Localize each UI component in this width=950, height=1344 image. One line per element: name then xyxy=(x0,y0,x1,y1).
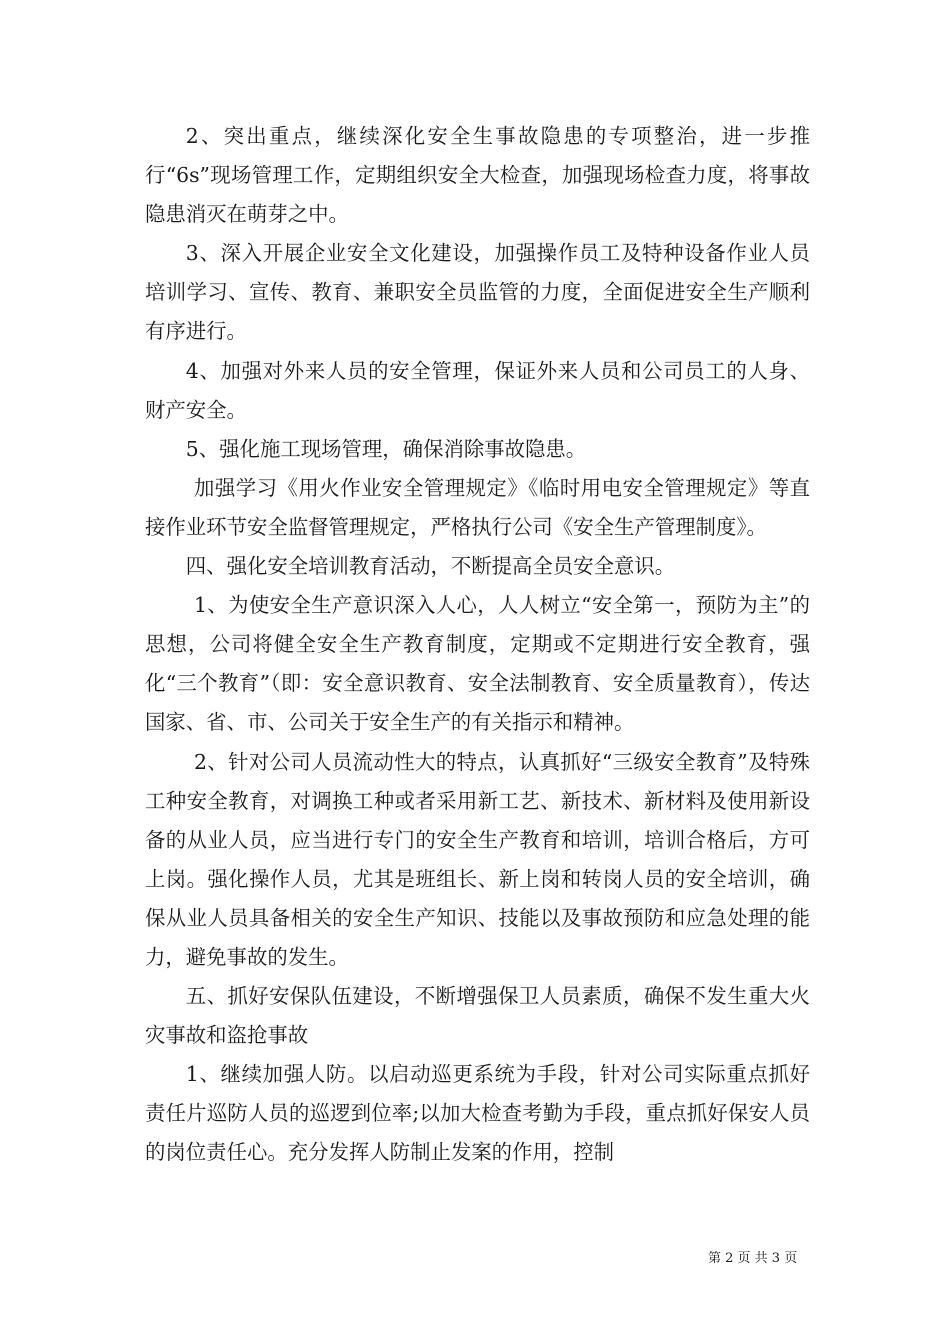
paragraph-item-3-culture: 3、深入开展企业安全文化建设，加强操作员工及特种设备作业人员培训学习、宣传、教育、兼职安全员监管的力度，全面促进安全生产顺利有序进行。 xyxy=(145,241,810,344)
section-heading-5-security: 五、抓好安保队伍建设，不断增强保卫人员素质，确保不发生重大火灾事故和盗抢事故 xyxy=(145,984,810,1048)
paragraph-item-1-patrol: 1、继续加强人防。以启动巡更系统为手段，针对公司实际重点抓好责任片巡防人员的巡逻到位率;以加大检查考勤为手段，重点抓好保安人员的岗位责任心。充分发挥人防制止发案的作用，控制 xyxy=(145,1062,810,1165)
paragraph-item-4-visitors: 4、加强对外来人员的安全管理，保证外来人员和公司员工的人身、财产安全。 xyxy=(145,358,810,422)
page-number: 第 2 页 共 3 页 xyxy=(708,1251,798,1266)
paragraph-item-5-construction: 5、强化施工现场管理，确保消除事故隐患。 xyxy=(185,436,587,461)
paragraph-item-2-focus: 2、突出重点，继续深化安全生事故隐患的专项整治，进一步推行“6s”现场管理工作，定期组织安全大检查，加强现场检查力度，将事故隐患消灭在萌芽之中。 xyxy=(145,124,810,227)
document-body xyxy=(145,117,810,1173)
paragraph-item-1-awareness: 1、为使安全生产意识深入人心，人人树立“安全第一，预防为主”的思想，公司将健全安全生产教育制度，定期或不定期进行安全教育，强化“三个教育”（即：安全意识教育、安全法制教育、安全质量教育），传达国家、省、市、公司关于安全生产的有关指示和精神。 xyxy=(145,593,810,735)
paragraph-regulations: 加强学习《用火作业安全管理规定》《临时用电安全管理规定》等直接作业环节安全监督管理规定，严格执行公司《安全生产管理制度》。 xyxy=(145,475,810,539)
section-heading-4-training: 四、强化安全培训教育活动，不断提高全员安全意识。 xyxy=(185,554,676,579)
paragraph-item-2-three-level: 2、针对公司人员流动性大的特点，认真抓好“三级安全教育”及特殊工种安全教育，对调换工种或者采用新工艺、新技术、新材料及使用新设备的从业人员，应当进行专门的安全生产教育和培训，培训合格后，方可上岗。强化操作人员，尤其是班组长、新上岗和转岗人员的安全培训，确保从业人员具备相关的安全生产知识、技能以及事故预防和应急处理的能力，避免事故的发生。 xyxy=(145,749,810,969)
